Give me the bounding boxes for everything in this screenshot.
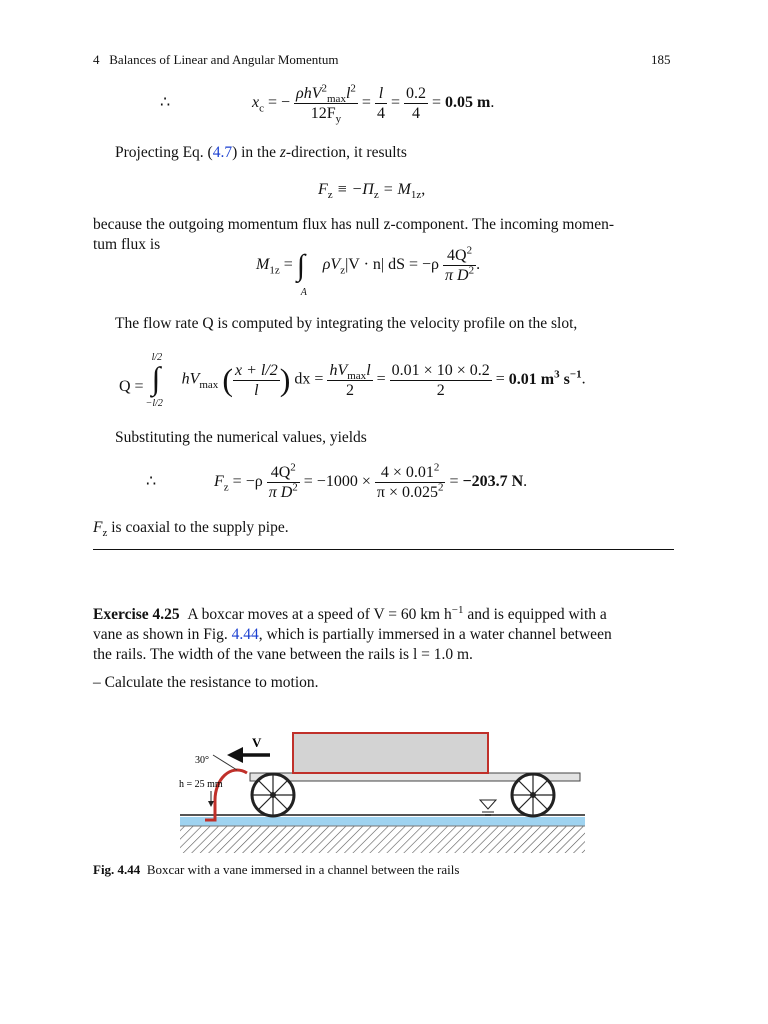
exercise-label: Exercise 4.25 <box>93 606 180 623</box>
section-rule <box>93 549 674 550</box>
water-level-icon <box>480 800 496 815</box>
integral-sign: ∫ <box>296 248 305 282</box>
paragraph: Projecting Eq. (4.7) in the z-direction, it results <box>115 144 407 161</box>
boxcar-body <box>293 733 488 773</box>
figure-caption: Fig. 4.44 Boxcar with a vane immersed in a channel between the rails <box>93 862 460 877</box>
figure-label: Fig. 4.44 <box>93 862 141 877</box>
paragraph: Substituting the numerical values, yields <box>115 429 367 446</box>
boxcar-figure <box>175 725 595 855</box>
therefore-symbol: ∴ <box>146 473 157 491</box>
equation-fz: $F_z \equiv -\Pi_z = M_{1z}$, <box>318 181 426 202</box>
wheel-front <box>252 774 294 816</box>
wheel-rear <box>512 774 554 816</box>
water-channel <box>180 817 585 826</box>
equation-q: Q = l/2 ∫ −l/2 $hV_{max}$ ( $\frac{x + l/2}{l}$ ) dx = $\frac{hV_{max}l}{2}$ = $\frac{0.01 \times 10 \times 0.2}{2}$ = 0.01 $m^3$ $s^{-1}$. <box>119 352 586 409</box>
equation-xc: ∴ $x_c$ = − $\frac{\rho hV^2_{max}l^2}{12F_y}$ = $\frac{l}{4}$ = $\frac{0.2}{4}$ = 0.05 m. <box>160 82 495 126</box>
thickness-label: h = 25 mm <box>179 779 223 790</box>
paragraph: $F_z$ is coaxial to the supply pipe. <box>93 519 289 540</box>
equation-link[interactable]: 4.7 <box>212 144 233 161</box>
equation-fz-value: ∴ $F_z = -\rho$ $\frac{4Q^2}{\pi D^2}$ = −1000 × $\frac{4 \times 0.01^2}{\pi \times 0.025^2}$ = −203.7 N. <box>146 461 528 501</box>
paragraph: The flow rate Q is computed by integrating the velocity profile on the slot, <box>115 315 578 332</box>
result: −203.7 N <box>462 473 524 491</box>
result: 0.01 m <box>508 370 555 388</box>
page-number: 185 <box>651 52 671 67</box>
running-header <box>93 52 339 68</box>
paragraph: because the outgoing momentum flux has null z-component. The incoming momen- tum flux is <box>93 216 615 253</box>
exercise-block: Exercise 4.25 A boxcar moves at a speed of V = 60 km $h^{-1}$ and is equipped with a vane as shown in Fig. 4.44, which is partially immersed in a water channel between the rails. The width of the vane between the rails is l = 1.0 m. – Calculate the resistance to motion. <box>93 605 683 693</box>
ground-hatch <box>180 825 585 853</box>
angle-label: 30° <box>195 755 209 766</box>
integral-sign: ∫ <box>151 360 161 396</box>
chapter-number: 4 <box>93 52 100 67</box>
equation-m1z: $M_{1z}$ = ∫ A $\rho V_z|V \cdot n|$ dS = −ρ $\frac{4Q^2}{\pi D^2}$ . <box>256 244 481 298</box>
result: 0.05 m <box>445 94 491 112</box>
therefore-symbol: ∴ <box>160 94 171 112</box>
figure-link[interactable]: 4.44 <box>231 626 259 643</box>
thickness-arrow-icon <box>208 791 214 807</box>
velocity-arrow-icon <box>227 747 270 763</box>
fraction: $\frac{\rho hV^2_{max}l^2}{12F_y}$ <box>296 82 356 126</box>
chapter-title: Balances of Linear and Angular Momentum <box>109 52 339 67</box>
bullet-item: – Calculate the resistance to motion. <box>93 674 319 691</box>
velocity-label: V <box>252 735 262 750</box>
